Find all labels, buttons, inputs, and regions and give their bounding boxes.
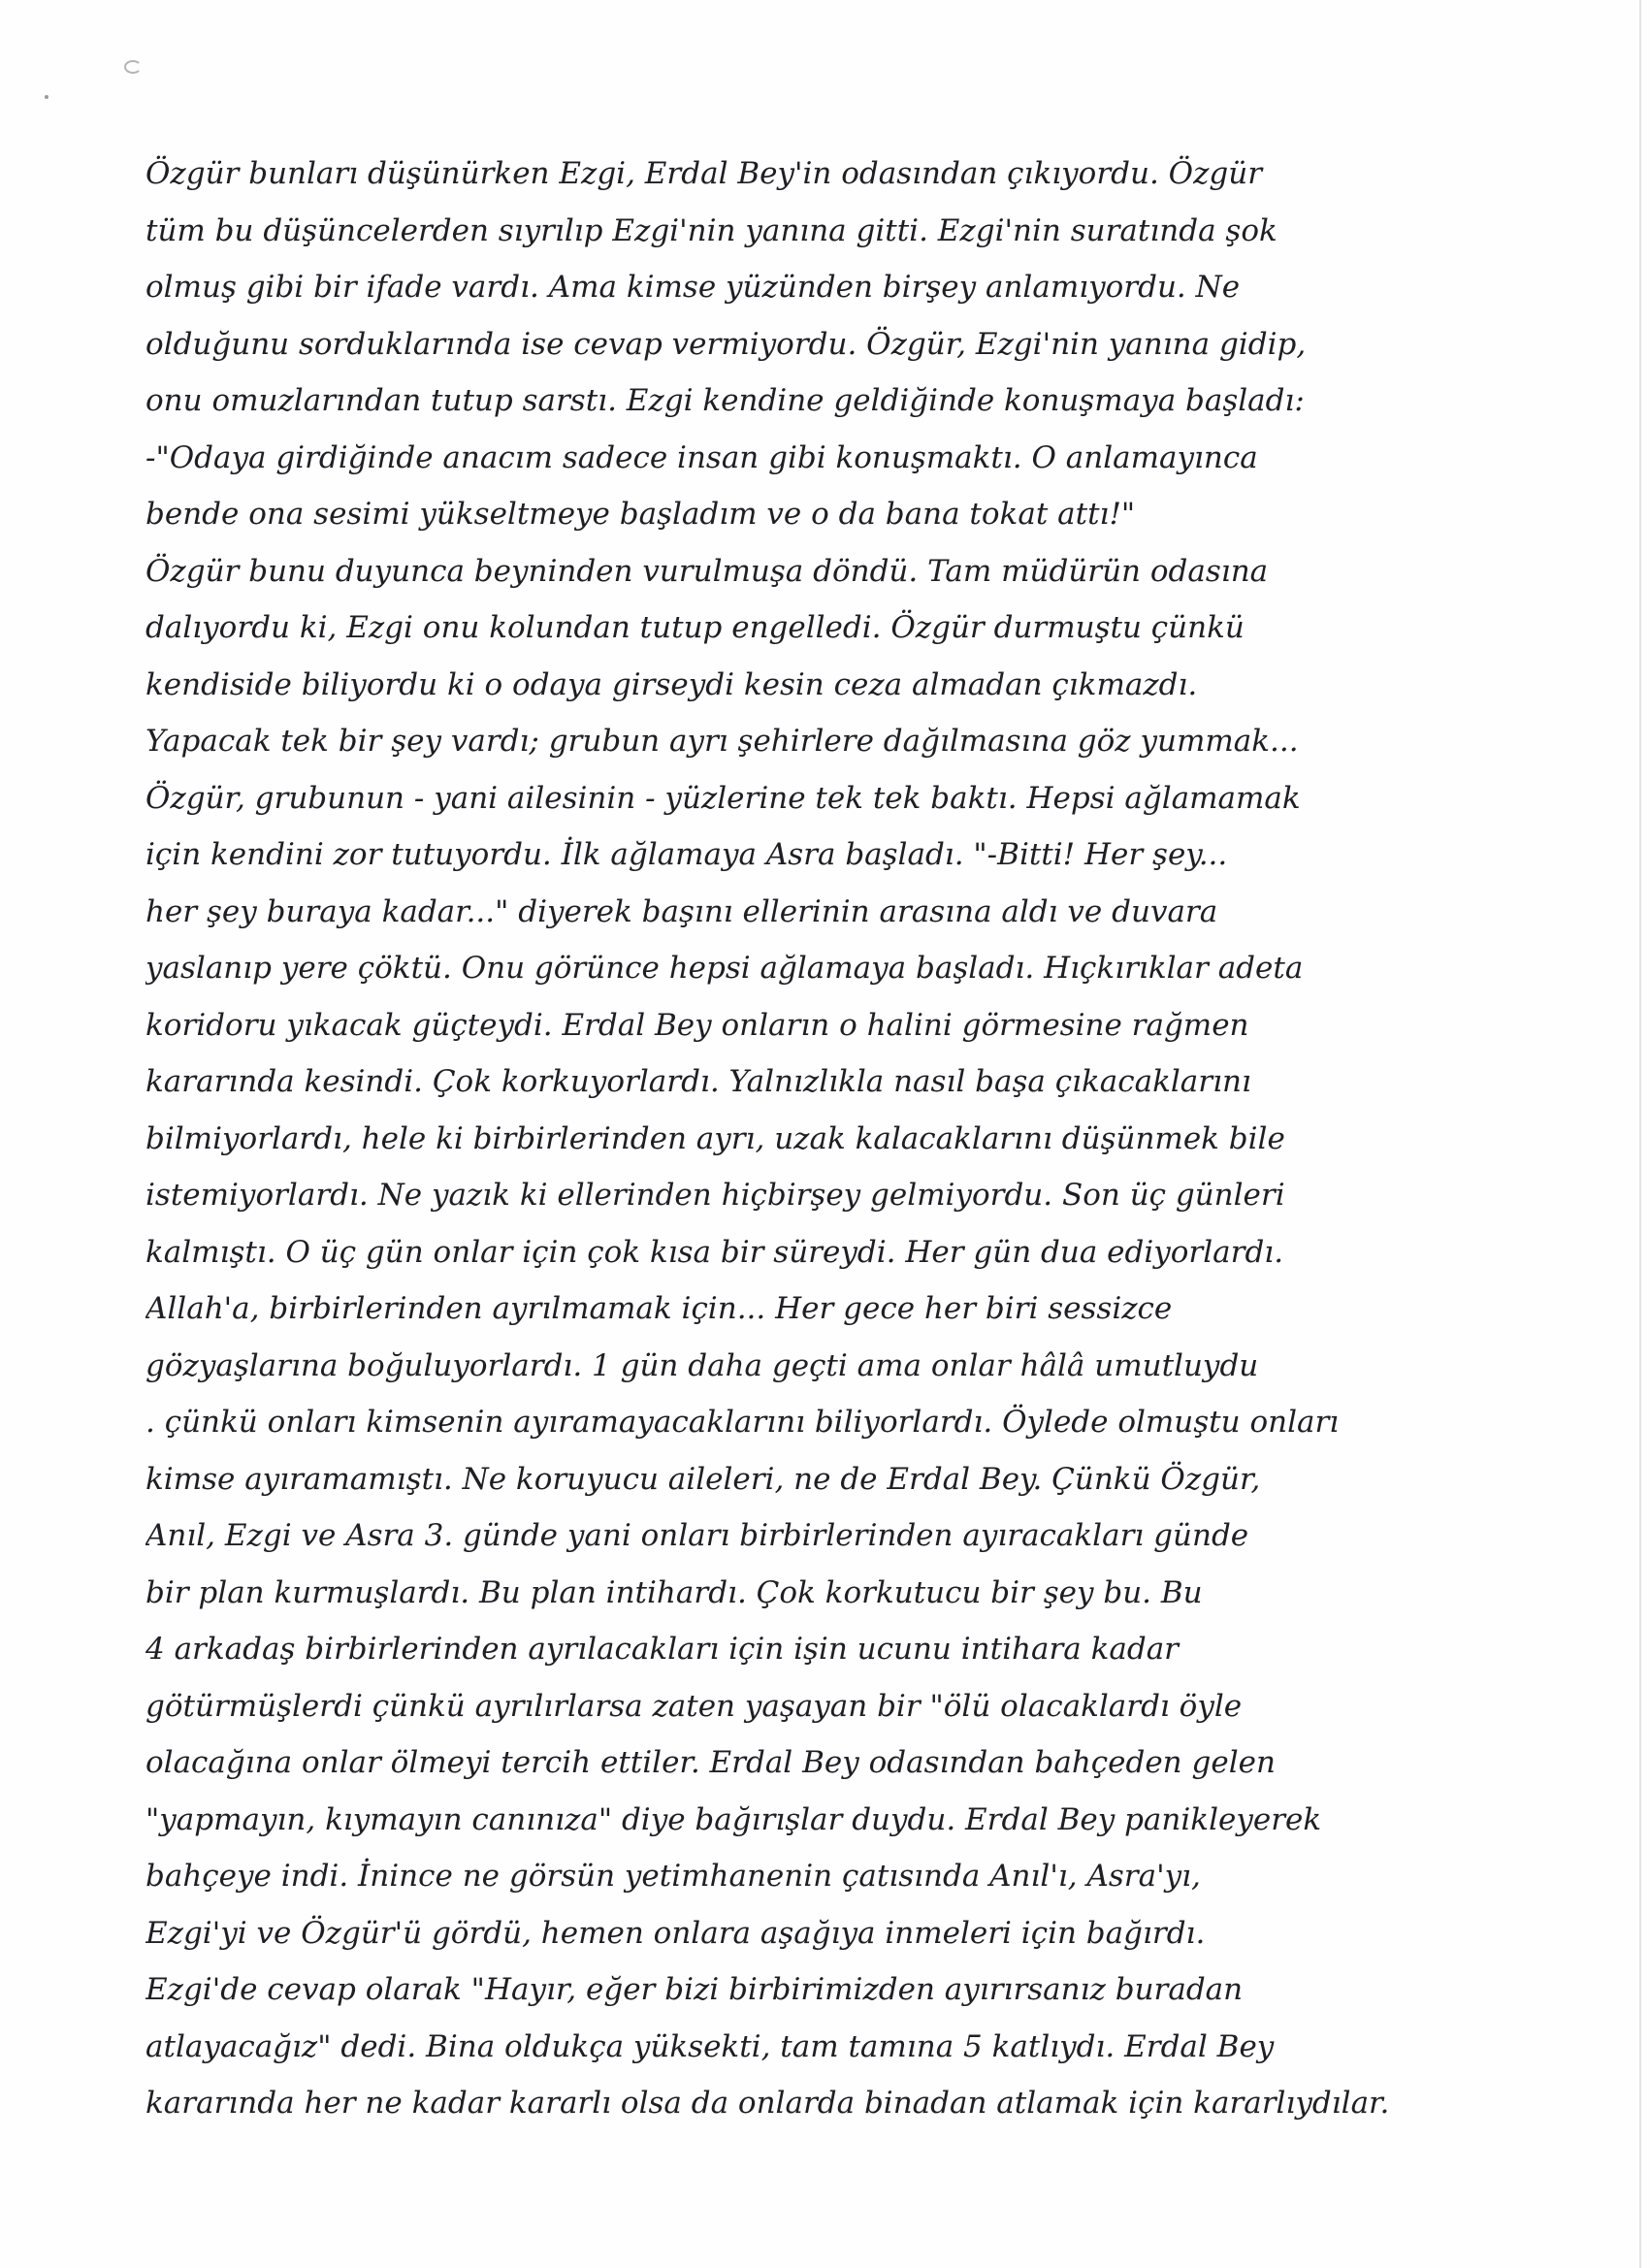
text-line: Allah'a, birbirlerinden ayrılmamak için... Her gece her biri sessizce	[146, 1291, 1173, 1326]
text-line: istemiyorlardı. Ne yazık ki ellerinden hiçbirşey gelmiyordu. Son üç günleri	[146, 1178, 1285, 1213]
text-line: kalmıştı. O üç gün onlar için çok kısa bir süreydi. Her gün dua ediyorlardı.	[146, 1234, 1284, 1270]
text-line: bir plan kurmuşlardı. Bu plan intihardı. Çok korkutucu bir şey bu. Bu	[146, 1574, 1203, 1610]
text-line: bilmiyorlardı, hele ki birbirlerinden ayrı, uzak kalacaklarını düşünmek bile	[146, 1120, 1285, 1156]
text-line: Yapacak tek bir şey vardı; grubun ayrı şehirlere dağılmasına göz yummak...	[146, 724, 1299, 759]
text-line: Ezgi'de cevap olarak "Hayır, eğer bizi birbirimizden ayırırsanız buradan	[146, 1972, 1244, 2007]
text-line: tüm bu düşüncelerden sıyrılıp Ezgi'nin yanına gitti. Ezgi'nin suratında şok	[146, 212, 1277, 248]
text-line: kimse ayıramamıştı. Ne koruyucu aileleri, ne de Erdal Bey. Çünkü Özgür,	[146, 1461, 1261, 1497]
text-line: "yapmayın, kıymayın canınıza" diye bağırışlar duydu. Erdal Bey panikleyerek	[146, 1801, 1322, 1837]
text-line: koridoru yıkacak güçteydi. Erdal Bey onların o halini görmesine rağmen	[146, 1007, 1249, 1043]
text-line: Özgür bunu duyunca beyninden vurulmuşa döndü. Tam müdürün odasına	[146, 553, 1269, 589]
text-line: atlayacağız" dedi. Bina oldukça yüksekti, tam tamına 5 katlıydı. Erdal Bey	[146, 2028, 1275, 2064]
text-line: 4 arkadaş birbirlerinden ayrılacakları için işin ucunu intihara kadar	[146, 1632, 1180, 1667]
paper-speck	[45, 95, 48, 99]
text-line: kendiside biliyordu ki o odaya girseydi kesin ceza almadan çıkmazdı.	[146, 666, 1198, 702]
paper-mark	[124, 60, 142, 74]
handwritten-text	[146, 146, 1591, 2132]
text-line: onu omuzlarından tutup sarstı. Ezgi kendine geldiğinde konuşmaya başladı:	[146, 383, 1305, 418]
text-line: gözyaşlarına boğuluyorlardı. 1 gün daha geçti ama onlar hâlâ umutluydu	[146, 1347, 1259, 1383]
text-line: olduğunu sorduklarında ise cevap vermiyordu. Özgür, Ezgi'nin yanına gidip,	[146, 326, 1307, 362]
text-line: kararında her ne kadar kararlı olsa da onlarda binadan atlamak için kararlıydılar.	[146, 2086, 1390, 2121]
text-line: için kendini zor tutuyordu. İlk ağlamaya Asra başladı. "-Bitti! Her şey...	[146, 837, 1228, 872]
text-line: bende ona sesimi yükseltmeye başladım ve o da bana tokat attı!"	[146, 497, 1136, 532]
text-line: -"Odaya girdiğinde anacım sadece insan gibi konuşmaktı. O anlamayınca	[146, 439, 1258, 475]
text-line: olmuş gibi bir ifade vardı. Ama kimse yüzünden birşey anlamıyordu. Ne	[146, 270, 1241, 305]
text-line: Özgür, grubunun - yani ailesinin - yüzlerine tek tek baktı. Hepsi ağlamamak	[146, 780, 1301, 816]
text-line: götürmüşlerdi çünkü ayrılırlarsa zaten yaşayan bir "ölü olacaklardı öyle	[146, 1688, 1243, 1724]
text-line: Anıl, Ezgi ve Asra 3. günde yani onları birbirlerinden ayıracakları günde	[146, 1518, 1249, 1553]
scan-edge	[1639, 0, 1641, 2268]
text-line: Özgür bunları düşünürken Ezgi, Erdal Bey'in odasından çıkıyordu. Özgür	[146, 156, 1263, 191]
text-line: bahçeye indi. İnince ne görsün yetimhanenin çatısında Anıl'ı, Asra'yı,	[146, 1859, 1201, 1894]
text-line: kararında kesindi. Çok korkuyorlardı. Yalnızlıkla nasıl başa çıkacaklarını	[146, 1064, 1251, 1099]
text-line: olacağına onlar ölmeyi tercih ettiler. Erdal Bey odasından bahçeden gelen	[146, 1745, 1276, 1780]
text-line: dalıyordu ki, Ezgi onu kolundan tutup engelledi. Özgür durmuştu çünkü	[146, 610, 1245, 645]
text-line: yaslanıp yere çöktü. Onu görünce hepsi ağlamaya başladı. Hıçkırıklar adeta	[146, 951, 1304, 986]
text-line: . çünkü onları kimsenin ayıramayacaklarını biliyorlardı. Öylede olmuştu onları	[146, 1405, 1340, 1440]
text-line: Ezgi'yi ve Özgür'ü gördü, hemen onlara aşağıya inmeleri için bağırdı.	[146, 1915, 1206, 1951]
text-line: her şey buraya kadar..." diyerek başını ellerinin arasına aldı ve duvara	[146, 893, 1218, 929]
